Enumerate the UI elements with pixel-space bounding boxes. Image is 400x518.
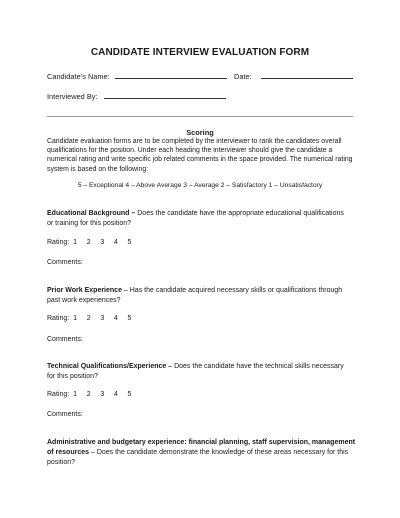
rating-row — [47, 239, 131, 246]
section-question: – Does the candidate demonstrate the knowledge of these areas necessary for this — [89, 449, 349, 457]
rating-options[interactable]: 1 2 3 4 5 — [73, 391, 132, 398]
section-administrative-experience — [47, 438, 357, 469]
scoring-description-line: numerical rating and write specific job related comments in the space provided. The numerical rating — [47, 156, 353, 164]
section-question-cont: position? — [47, 459, 76, 467]
section-question-cont: past work experiences? — [47, 297, 121, 305]
section-title-cont: of resources — [47, 449, 90, 457]
candidate-name-field[interactable] — [115, 70, 227, 79]
section-question-cont: for this position? — [47, 373, 98, 381]
section-title: Technical Qualifications/Experience — [47, 363, 167, 370]
comments-label: Comments: — [47, 411, 83, 418]
section-title: Educational Background – — [47, 210, 136, 217]
section-title: Administrative and budgetary experience: financial planning, staff supervision, management — [47, 439, 356, 446]
section-question-cont: or training for this position? — [47, 220, 132, 228]
section-question: Does the candidate have the appropriate educational qualifications — [135, 210, 344, 217]
rating-label: Rating: — [47, 391, 70, 398]
interviewed-by-label: Interviewed By: — [47, 92, 98, 101]
date-label: Date: — [234, 72, 252, 81]
section-prior-work-experience — [47, 286, 357, 306]
section-title: Prior Work Experience — [47, 287, 122, 294]
section-technical-qualifications — [47, 362, 357, 382]
section-question: – Does the candidate have the technical skills necessary — [166, 363, 344, 370]
date-field[interactable] — [261, 70, 353, 79]
scoring-description-line: system is based on the following: — [47, 165, 149, 173]
interviewed-by-row — [47, 90, 226, 101]
candidate-name-row — [47, 70, 227, 81]
rating-label: Rating: — [47, 315, 70, 322]
rating-options[interactable]: 1 2 3 4 5 — [73, 315, 132, 322]
section-educational-background — [47, 209, 357, 229]
candidate-name-label: Candidate’s Name: — [47, 72, 110, 81]
rating-row — [47, 315, 131, 322]
comments-label: Comments: — [47, 259, 83, 266]
rating-scale: 5 – Exceptional 4 – Above Average 3 – Average 2 – Satisfactory 1 – Unsatisfactory — [77, 182, 323, 189]
rating-options[interactable]: 1 2 3 4 5 — [73, 239, 132, 246]
scoring-description-line: qualifications for the position. Under each heading the interviewer should give the candidate a — [47, 147, 333, 155]
scoring-description — [47, 137, 359, 174]
form-title: CANDIDATE INTERVIEW EVALUATION FORM — [90, 47, 310, 58]
divider-line — [47, 116, 353, 117]
interviewed-by-field[interactable] — [104, 90, 226, 99]
rating-label: Rating: — [47, 239, 70, 246]
section-question: – Has the candidate acquired necessary skills or qualifications through — [121, 287, 343, 294]
scoring-heading: Scoring — [186, 128, 214, 137]
comments-label: Comments: — [47, 336, 83, 343]
rating-row — [47, 391, 131, 398]
date-row — [234, 70, 353, 81]
scoring-description-line: Candidate evaluation forms are to be completed by the interviewer to rank the candidates overall — [47, 138, 342, 145]
